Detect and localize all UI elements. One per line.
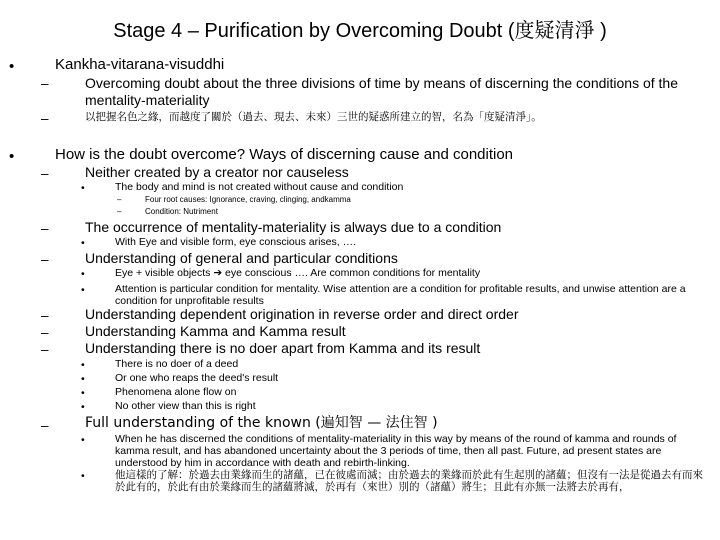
bullet-marker: • xyxy=(9,148,15,165)
bullet-marker: • xyxy=(9,58,15,75)
list-item: There is no doer of a deed xyxy=(115,358,239,370)
dash-marker: – xyxy=(41,418,49,433)
list-item: Condition: Nutriment xyxy=(145,207,218,216)
section-heading: How is the doubt overcome? Ways of discerning cause and condition xyxy=(55,146,514,163)
bullet-marker: • xyxy=(81,373,85,385)
list-item: 他這樣的了解：於過去由業緣而生的諸蘊，已在彼處而滅；由於過去的業緣而於此有生起別的諸蘊；但沒有一法是從過去有而來於此有的，於此有由於業緣而生的諸蘊將滅，於再有（來世）別的（諸蘊）將生；且此有亦無一法將去於再有， xyxy=(115,469,703,493)
list-item: Or one who reaps the deed's result xyxy=(115,372,279,384)
list-item: No other view than this is right xyxy=(115,400,256,412)
list-item: The body and mind is not created without cause and condition xyxy=(115,181,404,193)
bullet-marker: • xyxy=(81,268,85,280)
list-item: Eye + visible objects ➔ eye conscious …. Are common conditions for mentality xyxy=(115,267,481,279)
list-item: Understanding Kamma and Kamma result xyxy=(85,323,346,339)
bullet-marker: • xyxy=(81,470,85,482)
list-item: With Eye and visible form, eye conscious arises, …. xyxy=(115,236,357,248)
bullet-marker: • xyxy=(81,284,85,296)
bullet-marker: • xyxy=(81,387,85,399)
dash-marker: – xyxy=(41,221,49,236)
dash-marker: – xyxy=(117,195,122,204)
dash-marker: – xyxy=(117,207,122,216)
list-item: 以把握名色之緣，而越度了關於（過去、現去、未來）三世的疑惑所建立的智，名為「度疑清淨」。 xyxy=(85,111,542,123)
list-item: Understanding of general and particular conditions xyxy=(85,250,398,266)
bullet-marker: • xyxy=(81,434,85,446)
bullet-marker: • xyxy=(81,401,85,413)
bullet-marker: • xyxy=(81,237,85,249)
list-item: Attention is particular condition for mentality. Wise attention are a condition for profitable results, and unwise attention are a condition for unprofitable results xyxy=(115,283,686,307)
dash-marker: – xyxy=(41,342,49,357)
list-item: When he has discerned the conditions of mentality-materiality in this way by means of the round of kamma and rounds of kamma result, and has abandoned uncertainty about the 3 periods of time, then all past. Future, ad present states are understood by him in accordance with death and rebirth-linking. xyxy=(115,433,677,469)
slide-title: Stage 4 – Purification by Overcoming Doubt (度疑清淨 ) xyxy=(113,20,607,42)
bullet-marker: • xyxy=(81,359,85,371)
dash-marker: – xyxy=(41,308,49,323)
list-item: Overcoming doubt about the three divisions of time by means of discerning the conditions of the mentality-materiality xyxy=(85,75,679,108)
list-item: Understanding dependent origination in reverse order and direct order xyxy=(85,306,519,322)
dash-marker: – xyxy=(41,111,49,126)
dash-marker: – xyxy=(41,166,49,181)
dash-marker: – xyxy=(41,325,49,340)
list-item: Understanding there is no doer apart from Kamma and its result xyxy=(85,340,481,356)
dash-marker: – xyxy=(41,76,49,91)
dash-marker: – xyxy=(41,252,49,267)
section-heading: Kankha-vitarana-visuddhi xyxy=(55,56,225,73)
bullet-marker: • xyxy=(81,182,85,194)
list-item: Full understanding of the known (遍知智 — 法住智 ) xyxy=(85,415,438,431)
list-item: Neither created by a creator nor causeless xyxy=(85,164,349,180)
list-item: Phenomena alone flow on xyxy=(115,386,237,398)
list-item: Four root causes: Ignorance, craving, clinging, andkamma xyxy=(145,195,351,204)
list-item: The occurrence of mentality-materiality is always due to a condition xyxy=(85,219,502,235)
